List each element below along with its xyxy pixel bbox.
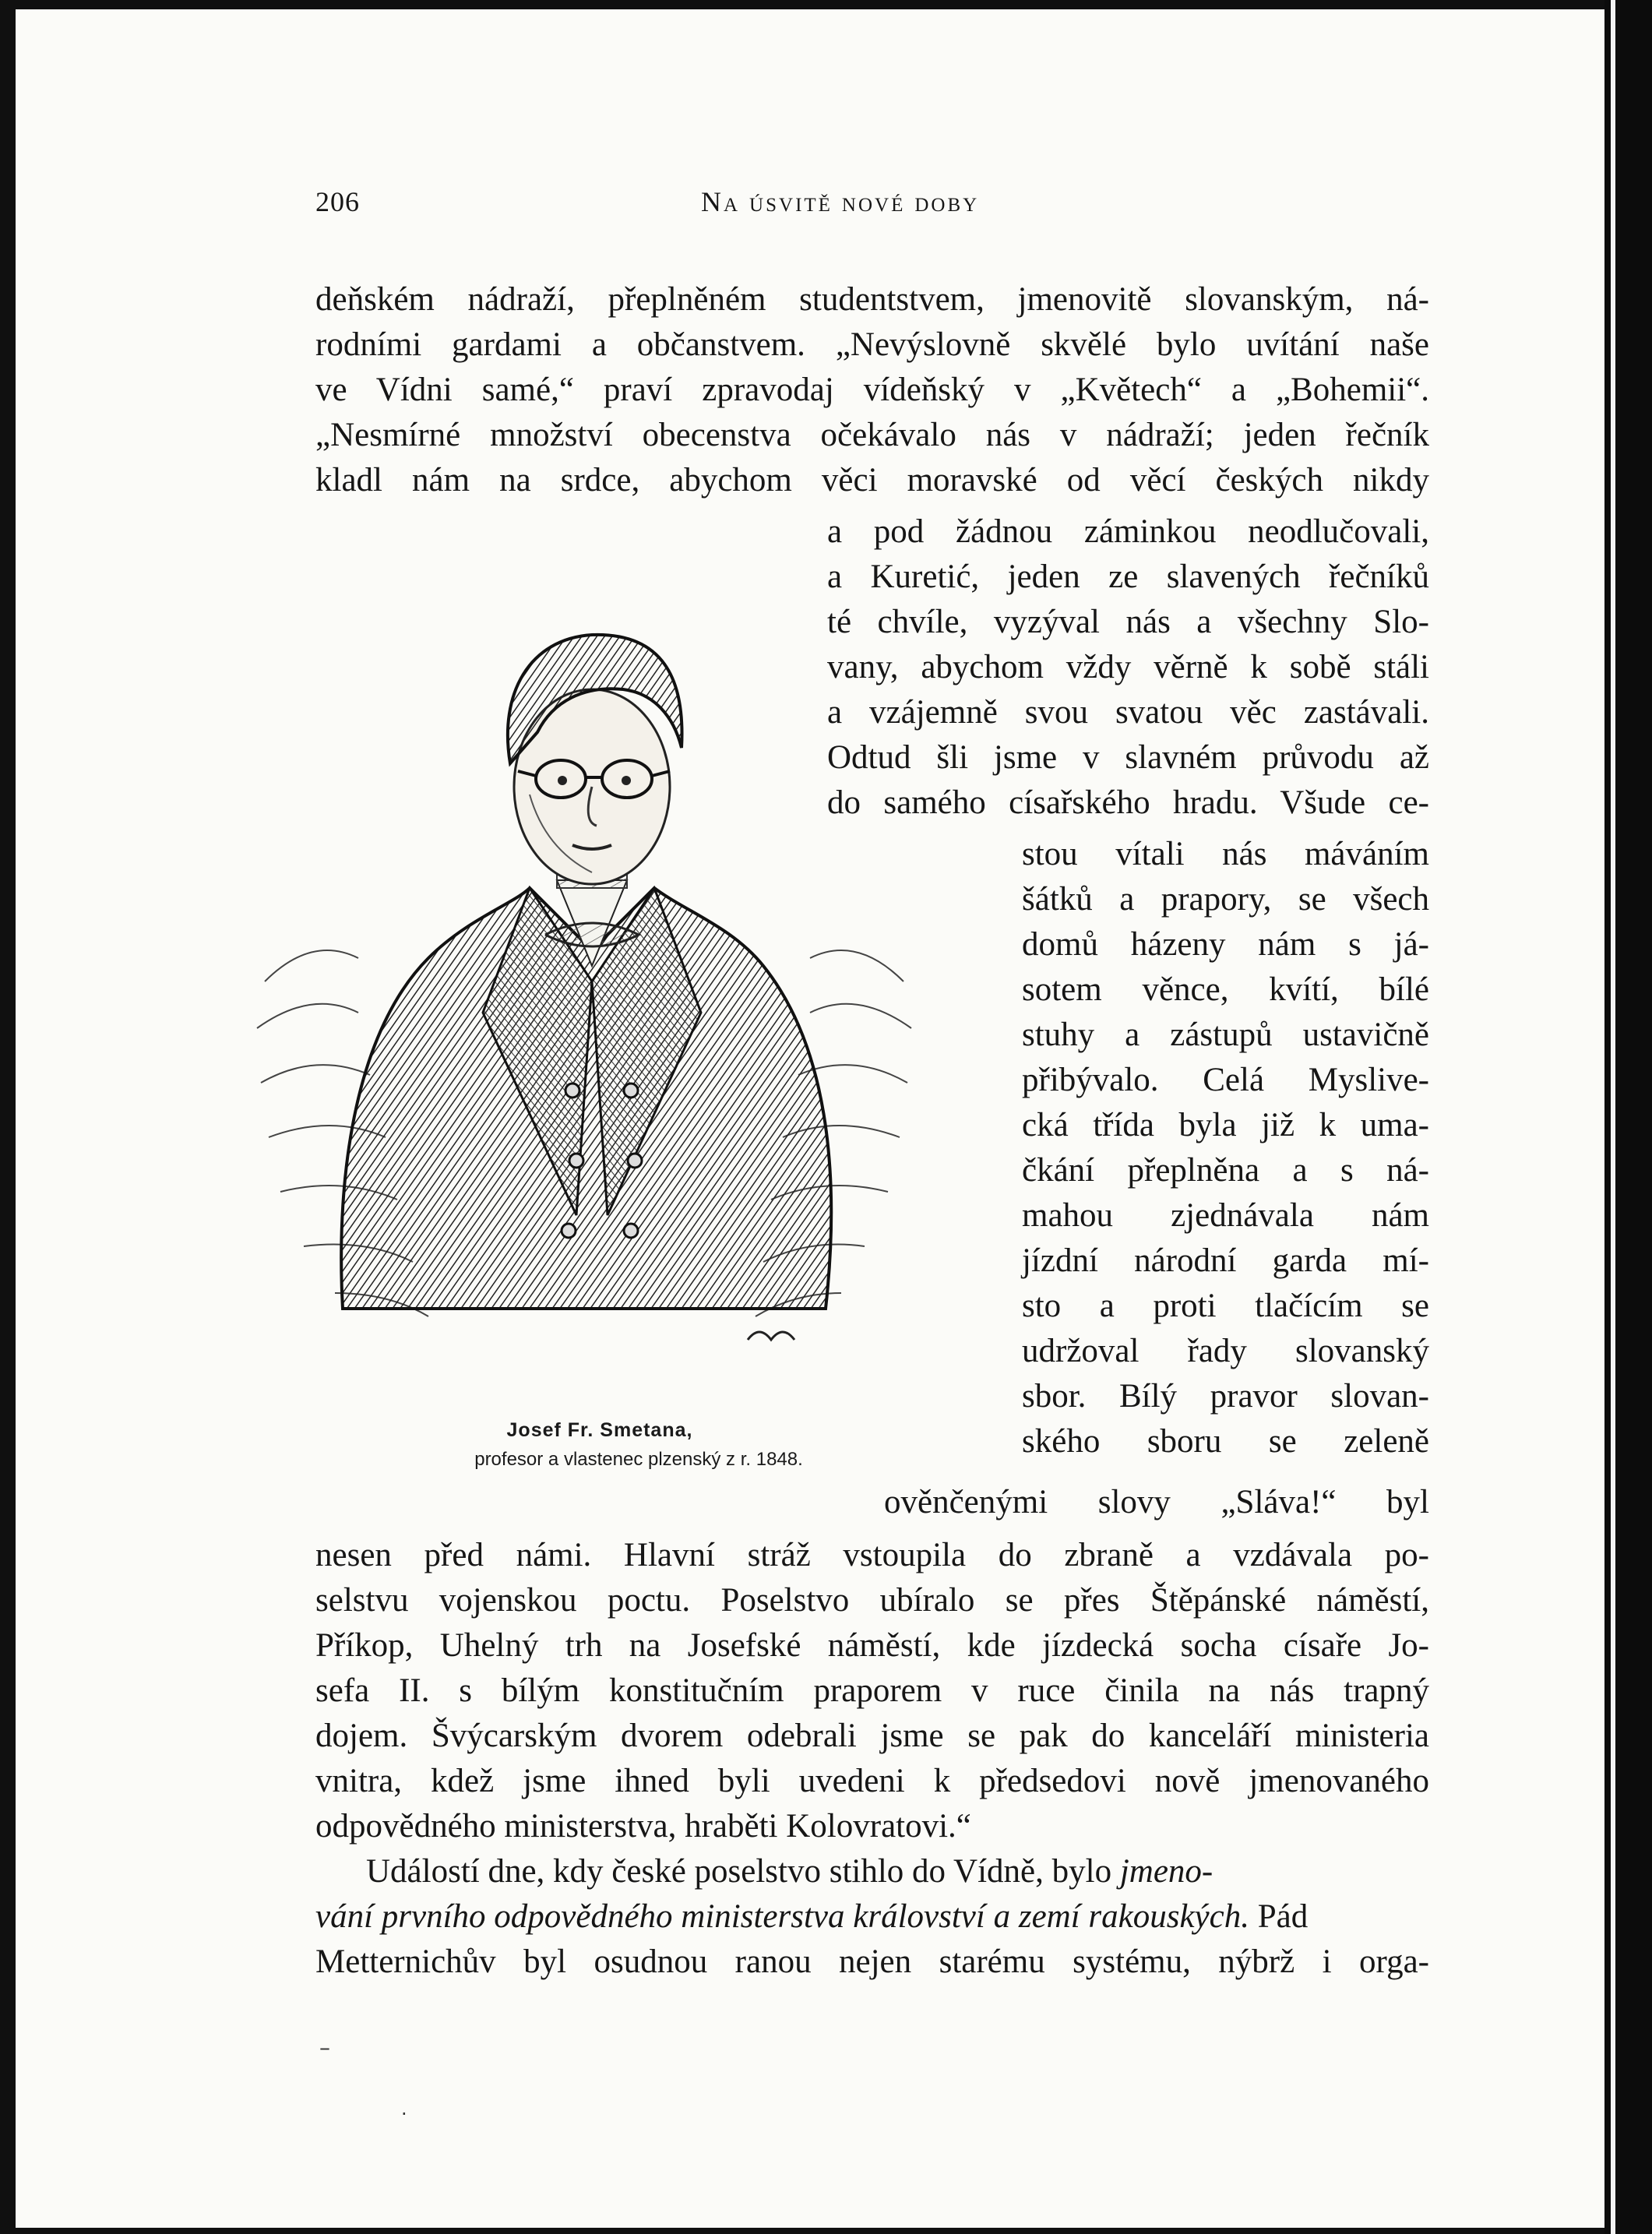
text-line: selstvu vojenskou poctu. Poselstvo ubíralo se přes Štěpánské náměstí, [315,1582,1429,1619]
emphasis-text: jmeno- [1119,1853,1213,1890]
text-line: stuhy a zástupů ustavičně [1022,1017,1429,1053]
text-line: kladl nám na srdce, abychom věci moravské od věcí českých nikdy [315,462,1429,499]
running-title: Na úsvitě nové doby [701,186,980,217]
text-line: udržoval řady slovanský [1022,1333,1429,1369]
paragraph-start: Událostí dne, kdy české poselstvo stihlo do Vídně, bylo [366,1853,1112,1890]
text-line: a pod žádnou záminkou neodlučovali, [827,513,1429,550]
text-line: té chvíle, vyzýval nás a všechny Slo- [827,604,1429,640]
text-line: sefa II. s bílým konstitučním praporem v ruce činila na nás trapný [315,1672,1429,1709]
text-line: mahou zjednávala nám [1022,1197,1429,1234]
text-line: odpovědného ministerstva, hraběti Kolovratovi.“ [315,1808,971,1845]
scan-speck: – [319,2035,330,2060]
scan-speck: · [401,2103,407,2125]
text-line: Příkop, Uhelný trh na Josefské náměstí, kde jízdecká socha císaře Jo- [315,1627,1429,1664]
text-line: dojem. Švýcarským dvorem odebrali jsme se pak do kanceláří ministeria [315,1718,1429,1754]
next-page-edge [1611,0,1615,2234]
text-line: cká třída byla již k uma- [1022,1107,1429,1143]
text-line: vnitra, kdež jsme ihned byli uvedeni k předsedovi nově jmenovaného [315,1763,1429,1799]
text-line: čkání přeplněna a s ná- [1022,1152,1429,1189]
text-line: sbor. Bílý pravor slovan- [1022,1378,1429,1415]
text-line: a Kuretić, jeden ze slavených řečníků [827,558,1429,595]
text-line: nesen před námi. Hlavní stráž vstoupila do zbraně a vzdávala po- [315,1537,1429,1573]
text-line: do samého císařského hradu. Všude ce- [827,784,1429,821]
text-line [366,1849,1316,1894]
text-span: Pád [1257,1898,1309,1935]
text-line: ověnčenými slovy „Sláva!“ byl [884,1484,1429,1520]
emphasis-text: vání prvního odpovědného ministerstva království a zemí rakouských. [315,1898,1249,1935]
text-line: přibývalo. Celá Myslive- [1022,1062,1429,1098]
text-line: rodními gardami a občanstvem. „Nevýslovně skvělé bylo uvítání naše [315,326,1429,363]
text-line: jízdní národní garda mí- [1022,1242,1429,1279]
text-line: sotem věnce, kvítí, bílé [1022,971,1429,1008]
text-line: vany, abychom vždy věrně k sobě stáli [827,649,1429,685]
text-line: stou vítali nás máváním [1022,836,1429,872]
figure-caption-description: profesor a vlastenec plzenský z r. 1848. [474,1449,803,1470]
text-line: ve Vídni samé,“ praví zpravodaj vídeňský v „Květech“ a „Bohemii“. [315,372,1429,408]
figure-caption-name: Josef Fr. Smetana, [506,1419,693,1441]
text-line: ského sboru se zeleně [1022,1423,1429,1460]
text-line: šátků a prapory, se všech [1022,881,1429,918]
text-line [315,1894,1429,1940]
portrait-engraving [249,545,919,1418]
page-number: 206 [315,186,360,217]
text-line: Metternichův byl osudnou ranou nejen starému systému, nýbrž i orga- [315,1943,1429,1980]
text-line: sto a proti tlačícím se [1022,1288,1429,1324]
text-line: Odtud šli jsme v slavném průvodu až [827,739,1429,776]
text-line: a vzájemně svou svatou věc zastávali. [827,694,1429,731]
text-line: domů házeny nám s já- [1022,926,1429,963]
text-line: deňském nádraží, přeplněném studentstvem, jmenovitě slovanským, ná- [315,281,1429,318]
text-line: „Nesmírné množství obecenstva očekávalo nás v nádraží; jeden řečník [315,417,1429,453]
